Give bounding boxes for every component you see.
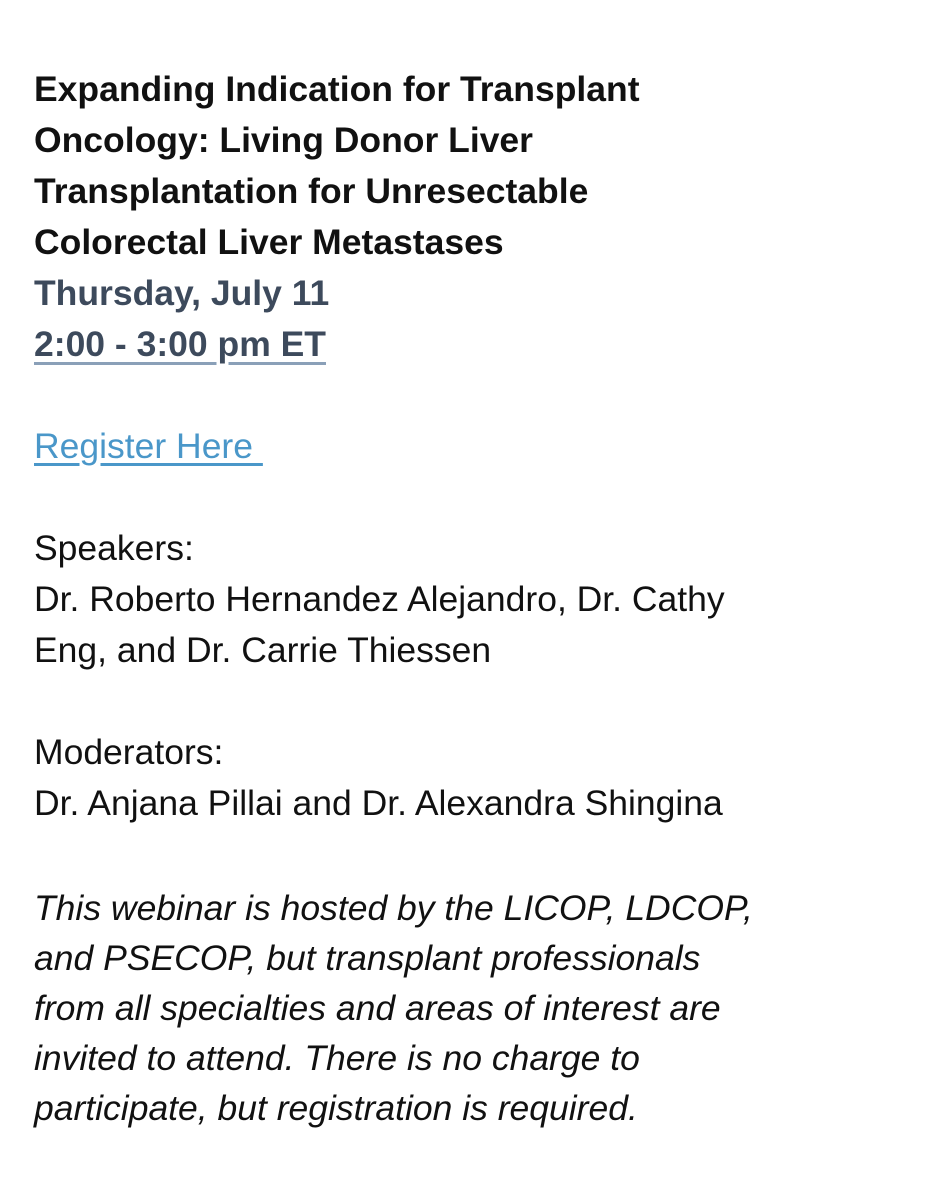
note-line: invited to attend. There is no charge to <box>34 1038 640 1078</box>
speakers-line: Dr. Roberto Hernandez Alejandro, Dr. Cathy <box>34 579 725 619</box>
event-date: Thursday, July 11 <box>34 273 330 313</box>
webinar-note <box>34 883 904 1133</box>
speakers-line: Eng, and Dr. Carrie Thiessen <box>34 630 492 670</box>
note-line: from all specialties and areas of interest are <box>34 988 721 1028</box>
event-announcement <box>34 64 904 1133</box>
speakers-section <box>34 523 904 676</box>
register-link[interactable]: Register Here <box>34 426 263 466</box>
event-title-line: Transplantation for Unresectable <box>34 171 589 211</box>
event-title-line: Colorectal Liver Metastases <box>34 222 504 262</box>
moderators-line: Dr. Anjana Pillai and Dr. Alexandra Shingina <box>34 783 723 823</box>
event-title-line: Expanding Indication for Transplant <box>34 69 640 109</box>
moderators-heading: Moderators: <box>34 732 224 772</box>
speakers-heading: Speakers: <box>34 528 194 568</box>
event-time: 2:00 - 3:00 pm ET <box>34 324 326 364</box>
moderators-section <box>34 727 904 829</box>
event-title <box>34 64 904 268</box>
event-title-line: Oncology: Living Donor Liver <box>34 120 533 160</box>
note-line: participate, but registration is required. <box>34 1088 638 1128</box>
note-line: and PSECOP, but transplant professionals <box>34 938 701 978</box>
note-line: This webinar is hosted by the LICOP, LDCOP, <box>34 888 753 928</box>
event-time-row <box>34 319 904 370</box>
